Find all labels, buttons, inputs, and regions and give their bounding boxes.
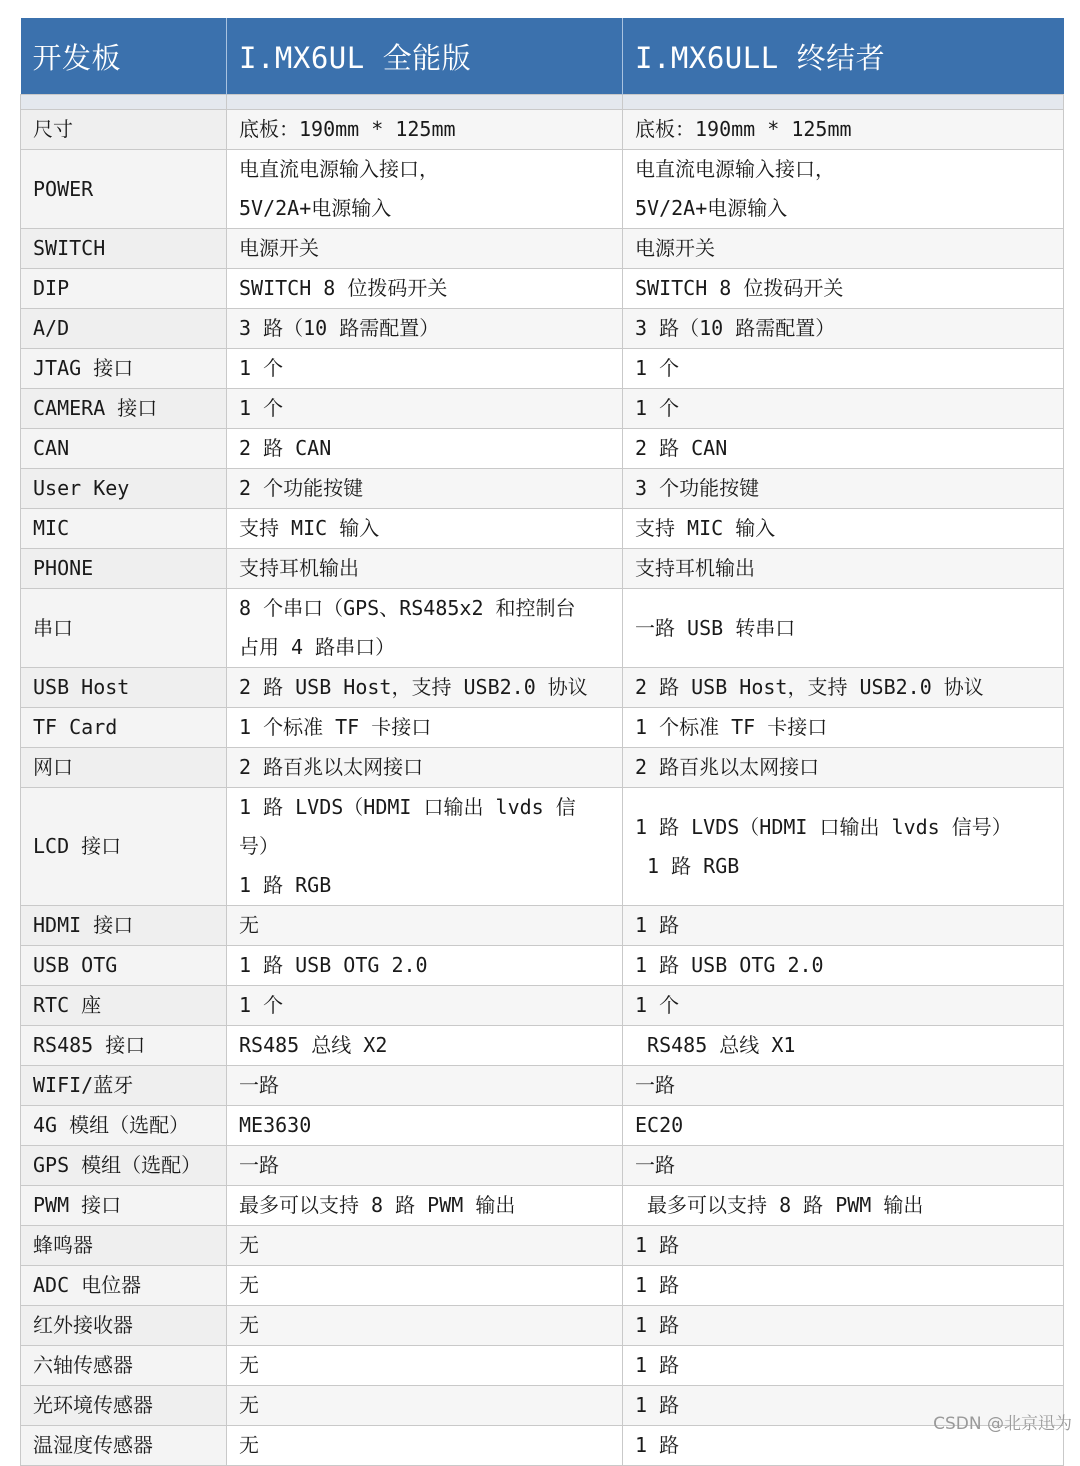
table-row bbox=[21, 1106, 1064, 1146]
mx6ul-value: 最多可以支持 8 路 PWM 输出 bbox=[227, 1186, 623, 1226]
table-row bbox=[21, 229, 1064, 269]
row-label: A/D bbox=[21, 309, 227, 349]
row-label: RS485 接口 bbox=[21, 1026, 227, 1066]
mx6ull-value: 3 路（10 路需配置） bbox=[623, 309, 1064, 349]
table-row bbox=[21, 1386, 1064, 1426]
mx6ull-value: 支持 MIC 输入 bbox=[623, 509, 1064, 549]
table-row bbox=[21, 1186, 1064, 1226]
mx6ul-value: 支持 MIC 输入 bbox=[227, 509, 623, 549]
mx6ull-value: 1 路 bbox=[623, 1226, 1064, 1266]
watermark: CSDN @北京迅为 bbox=[933, 1414, 1072, 1434]
table-row bbox=[21, 269, 1064, 309]
row-label: 串口 bbox=[21, 589, 227, 668]
mx6ull-value: 底板：190mm * 125mm bbox=[623, 110, 1064, 150]
header-mx6ull: I.MX6ULL 终结者 bbox=[623, 18, 1064, 95]
table-row bbox=[21, 1066, 1064, 1106]
row-label: 六轴传感器 bbox=[21, 1346, 227, 1386]
row-label: 温湿度传感器 bbox=[21, 1426, 227, 1466]
mx6ul-value: 无 bbox=[227, 1426, 623, 1466]
header-separator bbox=[21, 95, 1064, 110]
mx6ul-value: 电直流电源输入接口， 5V/2A+电源输入 bbox=[227, 150, 623, 229]
mx6ul-value: 1 个 bbox=[227, 349, 623, 389]
table-row bbox=[21, 110, 1064, 150]
mx6ull-value: 一路 bbox=[623, 1146, 1064, 1186]
table-row bbox=[21, 1306, 1064, 1346]
row-label: WIFI/蓝牙 bbox=[21, 1066, 227, 1106]
row-label: CAMERA 接口 bbox=[21, 389, 227, 429]
row-label: 尺寸 bbox=[21, 110, 227, 150]
table-row bbox=[21, 469, 1064, 509]
mx6ul-value: SWITCH 8 位拨码开关 bbox=[227, 269, 623, 309]
row-label: TF Card bbox=[21, 708, 227, 748]
mx6ull-value: 1 路 bbox=[623, 1266, 1064, 1306]
mx6ull-value: 2 路百兆以太网接口 bbox=[623, 748, 1064, 788]
mx6ul-value: 支持耳机输出 bbox=[227, 549, 623, 589]
mx6ull-value: 1 个标准 TF 卡接口 bbox=[623, 708, 1064, 748]
row-label: POWER bbox=[21, 150, 227, 229]
table-row bbox=[21, 1146, 1064, 1186]
table-row bbox=[21, 668, 1064, 708]
mx6ul-value: RS485 总线 X2 bbox=[227, 1026, 623, 1066]
table-row bbox=[21, 946, 1064, 986]
mx6ul-value: 1 个 bbox=[227, 389, 623, 429]
table-row bbox=[21, 509, 1064, 549]
row-label: 蜂鸣器 bbox=[21, 1226, 227, 1266]
mx6ul-value: 无 bbox=[227, 1266, 623, 1306]
row-label: GPS 模组（选配） bbox=[21, 1146, 227, 1186]
mx6ull-value: 3 个功能按键 bbox=[623, 469, 1064, 509]
mx6ull-value: 电直流电源输入接口， 5V/2A+电源输入 bbox=[623, 150, 1064, 229]
row-label: 红外接收器 bbox=[21, 1306, 227, 1346]
mx6ul-value: 1 个 bbox=[227, 986, 623, 1026]
row-label: DIP bbox=[21, 269, 227, 309]
mx6ul-value: 1 个标准 TF 卡接口 bbox=[227, 708, 623, 748]
row-label: HDMI 接口 bbox=[21, 906, 227, 946]
mx6ull-value: 2 路 USB Host，支持 USB2.0 协议 bbox=[623, 668, 1064, 708]
mx6ull-value: 1 路 USB OTG 2.0 bbox=[623, 946, 1064, 986]
table-row bbox=[21, 389, 1064, 429]
row-label: USB OTG bbox=[21, 946, 227, 986]
spec-comparison-table bbox=[20, 18, 1064, 1466]
table-row bbox=[21, 150, 1064, 229]
mx6ull-value: 1 路 bbox=[623, 1306, 1064, 1346]
row-label: 网口 bbox=[21, 748, 227, 788]
mx6ull-value: 1 路 bbox=[623, 1386, 1064, 1426]
table-row bbox=[21, 748, 1064, 788]
table-header-row bbox=[21, 18, 1064, 95]
mx6ul-value: 3 路（10 路需配置） bbox=[227, 309, 623, 349]
mx6ul-value: 2 路 USB Host，支持 USB2.0 协议 bbox=[227, 668, 623, 708]
mx6ull-value: RS485 总线 X1 bbox=[623, 1026, 1064, 1066]
table-row bbox=[21, 309, 1064, 349]
table-row bbox=[21, 589, 1064, 668]
table-row bbox=[21, 1226, 1064, 1266]
table-row bbox=[21, 1346, 1064, 1386]
row-label: CAN bbox=[21, 429, 227, 469]
table-row bbox=[21, 1026, 1064, 1066]
mx6ul-value: 8 个串口（GPS、RS485x2 和控制台 占用 4 路串口） bbox=[227, 589, 623, 668]
mx6ull-value: EC20 bbox=[623, 1106, 1064, 1146]
row-label: ADC 电位器 bbox=[21, 1266, 227, 1306]
mx6ull-value: 电源开关 bbox=[623, 229, 1064, 269]
mx6ull-value: SWITCH 8 位拨码开关 bbox=[623, 269, 1064, 309]
row-label: PHONE bbox=[21, 549, 227, 589]
mx6ul-value: 无 bbox=[227, 1386, 623, 1426]
mx6ull-value: 1 路 LVDS（HDMI 口输出 lvds 信号） 1 路 RGB bbox=[623, 788, 1064, 906]
mx6ull-value: 1 路 bbox=[623, 906, 1064, 946]
row-label: RTC 座 bbox=[21, 986, 227, 1026]
mx6ull-value: 最多可以支持 8 路 PWM 输出 bbox=[623, 1186, 1064, 1226]
mx6ul-value: 1 路 LVDS（HDMI 口输出 lvds 信号） 1 路 RGB bbox=[227, 788, 623, 906]
mx6ull-value: 一路 USB 转串口 bbox=[623, 589, 1064, 668]
table-body bbox=[21, 95, 1064, 1466]
row-label: JTAG 接口 bbox=[21, 349, 227, 389]
mx6ull-value: 1 路 bbox=[623, 1426, 1064, 1466]
mx6ul-value: 无 bbox=[227, 1306, 623, 1346]
row-label: MIC bbox=[21, 509, 227, 549]
mx6ul-value: 无 bbox=[227, 1346, 623, 1386]
table-row bbox=[21, 986, 1064, 1026]
mx6ull-value: 1 个 bbox=[623, 349, 1064, 389]
mx6ul-value: 一路 bbox=[227, 1066, 623, 1106]
mx6ull-value: 2 路 CAN bbox=[623, 429, 1064, 469]
table-row bbox=[21, 549, 1064, 589]
mx6ul-value: 一路 bbox=[227, 1146, 623, 1186]
row-label: LCD 接口 bbox=[21, 788, 227, 906]
mx6ul-value: 无 bbox=[227, 1226, 623, 1266]
mx6ull-value: 1 个 bbox=[623, 389, 1064, 429]
header-mx6ul: I.MX6UL 全能版 bbox=[227, 18, 623, 95]
table-row bbox=[21, 906, 1064, 946]
mx6ul-value: 1 路 USB OTG 2.0 bbox=[227, 946, 623, 986]
table-row bbox=[21, 1266, 1064, 1306]
mx6ul-value: 2 个功能按键 bbox=[227, 469, 623, 509]
header-board: 开发板 bbox=[21, 18, 227, 95]
table-row bbox=[21, 349, 1064, 389]
mx6ull-value: 1 个 bbox=[623, 986, 1064, 1026]
row-label: PWM 接口 bbox=[21, 1186, 227, 1226]
table-row bbox=[21, 429, 1064, 469]
mx6ul-value: 无 bbox=[227, 906, 623, 946]
mx6ul-value: 2 路百兆以太网接口 bbox=[227, 748, 623, 788]
mx6ul-value: 电源开关 bbox=[227, 229, 623, 269]
mx6ul-value: ME3630 bbox=[227, 1106, 623, 1146]
mx6ull-value: 一路 bbox=[623, 1066, 1064, 1106]
row-label: SWITCH bbox=[21, 229, 227, 269]
table-row bbox=[21, 1426, 1064, 1466]
table-row bbox=[21, 788, 1064, 906]
row-label: USB Host bbox=[21, 668, 227, 708]
mx6ull-value: 1 路 bbox=[623, 1346, 1064, 1386]
row-label: 4G 模组（选配） bbox=[21, 1106, 227, 1146]
mx6ul-value: 2 路 CAN bbox=[227, 429, 623, 469]
row-label: User Key bbox=[21, 469, 227, 509]
mx6ul-value: 底板：190mm * 125mm bbox=[227, 110, 623, 150]
row-label: 光环境传感器 bbox=[21, 1386, 227, 1426]
mx6ull-value: 支持耳机输出 bbox=[623, 549, 1064, 589]
table-row bbox=[21, 708, 1064, 748]
